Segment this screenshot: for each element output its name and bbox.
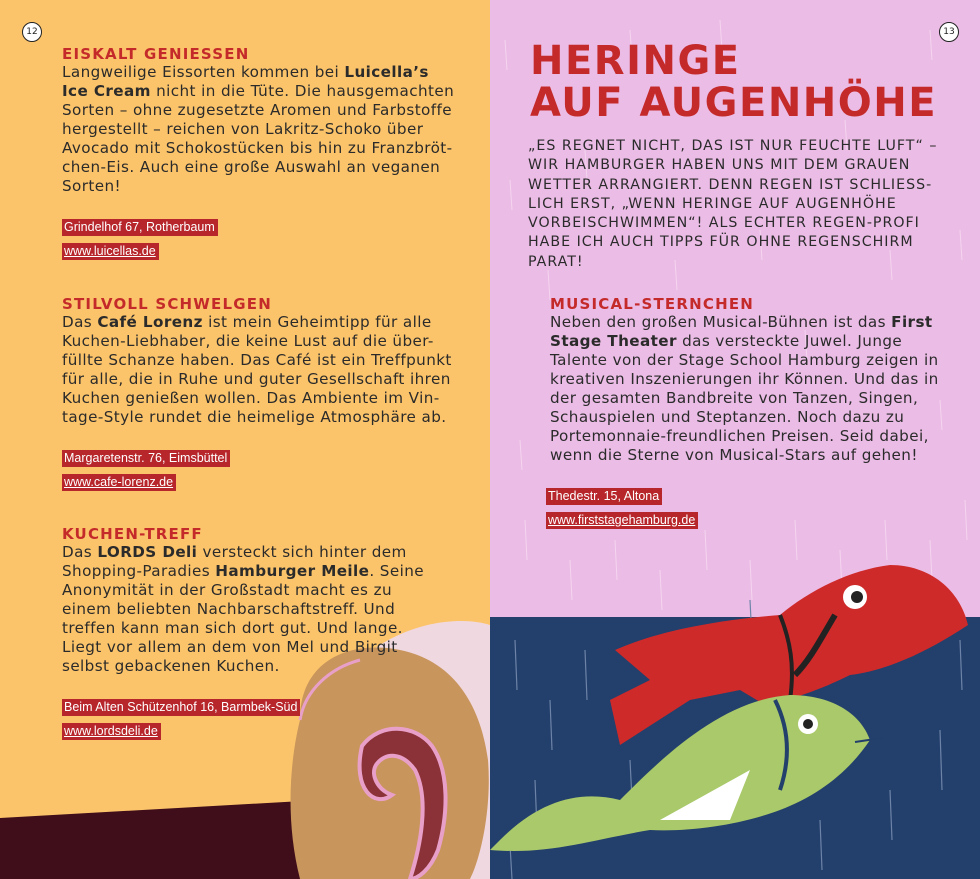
- right-page: [490, 0, 980, 879]
- page-title: [530, 40, 937, 124]
- section-kuchen-treff: [62, 525, 427, 744]
- section-title: STILVOLL SCHWELGEN: [62, 295, 272, 313]
- address-tag: Grindelhof 67, Rotherbaum: [62, 219, 218, 236]
- page-number: 12: [22, 22, 42, 42]
- website-link[interactable]: www.firststagehamburg.de: [546, 512, 698, 529]
- section-text: Das Café Lorenz ist mein Geheimtipp für alle Kuchen-Liebhaber, die keine Lust auf die über-füllte Schanze haben. Das Café ist ein Treffpunkt für alle, die in Ruhe und guter Gesellschaft ihren Kuchen genießen wollen. Das Ambiente im Vin-tage-Style rundet die heimelige Atmosphäre ab.: [62, 313, 452, 426]
- section-eiskalt: [62, 45, 457, 264]
- section-text: Das LORDS Deli versteckt sich hinter dem Shopping-Paradies Hamburger Meile. Seine Anonymität in der Großstadt macht es zu einem beliebten Nachbarschaftstreff. Und treffen kann man sich dort gut. Und lange. Liegt vor allem an dem von Mel und Birgit selbst gebackenen Kuchen.: [62, 543, 424, 675]
- address-block: [62, 696, 427, 744]
- section-title: KUCHEN-TREFF: [62, 525, 203, 543]
- section-title: MUSICAL-STERNCHEN: [550, 295, 755, 313]
- section-musical: [550, 295, 940, 533]
- website-link[interactable]: www.cafe-lorenz.de: [62, 474, 176, 491]
- address-tag: Beim Alten Schützenhof 16, Barmbek-Süd: [62, 699, 300, 716]
- address-block: [62, 216, 457, 264]
- address-block: [546, 485, 940, 533]
- section-title: EISKALT GENIESSEN: [62, 45, 250, 63]
- website-link[interactable]: www.lordsdeli.de: [62, 723, 161, 740]
- section-text: Neben den großen Musical-Bühnen ist das First Stage Theater das versteckte Juwel. Junge Talente von der Stage School Hamburg zeigen in kreativen Inszenierungen ihr Können. Und das in der gesamten Bandbreite von Tanzen, Singen, Schauspielen und Steptanzen. Noch dazu zu Portemonnaie-freundlichen Preisen. Seid dabei, wenn die Sterne von Musical-Stars auf gehen!: [550, 313, 939, 464]
- website-link[interactable]: www.luicellas.de: [62, 243, 159, 260]
- address-tag: Margaretenstr. 76, Eimsbüttel: [62, 450, 230, 467]
- address-block: [62, 447, 457, 495]
- intro-text: „ES REGNET NICHT, DAS IST NUR FEUCHTE LUFT“ – WIR HAMBURGER HABEN UNS MIT DEM GRAUEN WETTER ARRANGIERT. DENN REGEN IST SCHLIESS-LICH ERST, „WENN HERINGE AUF AUGENHÖHE VORBEISCHWIMMEN“! ALS ECHTER REGEN-PROFI HABE ICH AUCH TIPPS FÜR OHNE REGENSCHIRM PARAT!: [528, 138, 938, 270]
- title-line-2: AUF AUGENHÖHE: [530, 80, 938, 126]
- page-number: 13: [939, 22, 959, 42]
- section-stilvoll: [62, 295, 457, 495]
- section-text: Langweilige Eissorten kommen bei Luicella’s Ice Cream nicht in die Tüte. Die hausgemachten Sorten – ohne zugesetzte Aromen und Farbstoffe hergestellt – reichen von Lakritz-Schoko über Avocado mit Schokostücken bis hin zu Franzbröt-chen-Eis. Auch eine große Auswahl an veganen Sorten!: [62, 63, 455, 195]
- title-line-1: HERINGE: [530, 38, 741, 84]
- address-tag: Thedestr. 15, Altona: [546, 488, 662, 505]
- floor-shape: [0, 800, 320, 879]
